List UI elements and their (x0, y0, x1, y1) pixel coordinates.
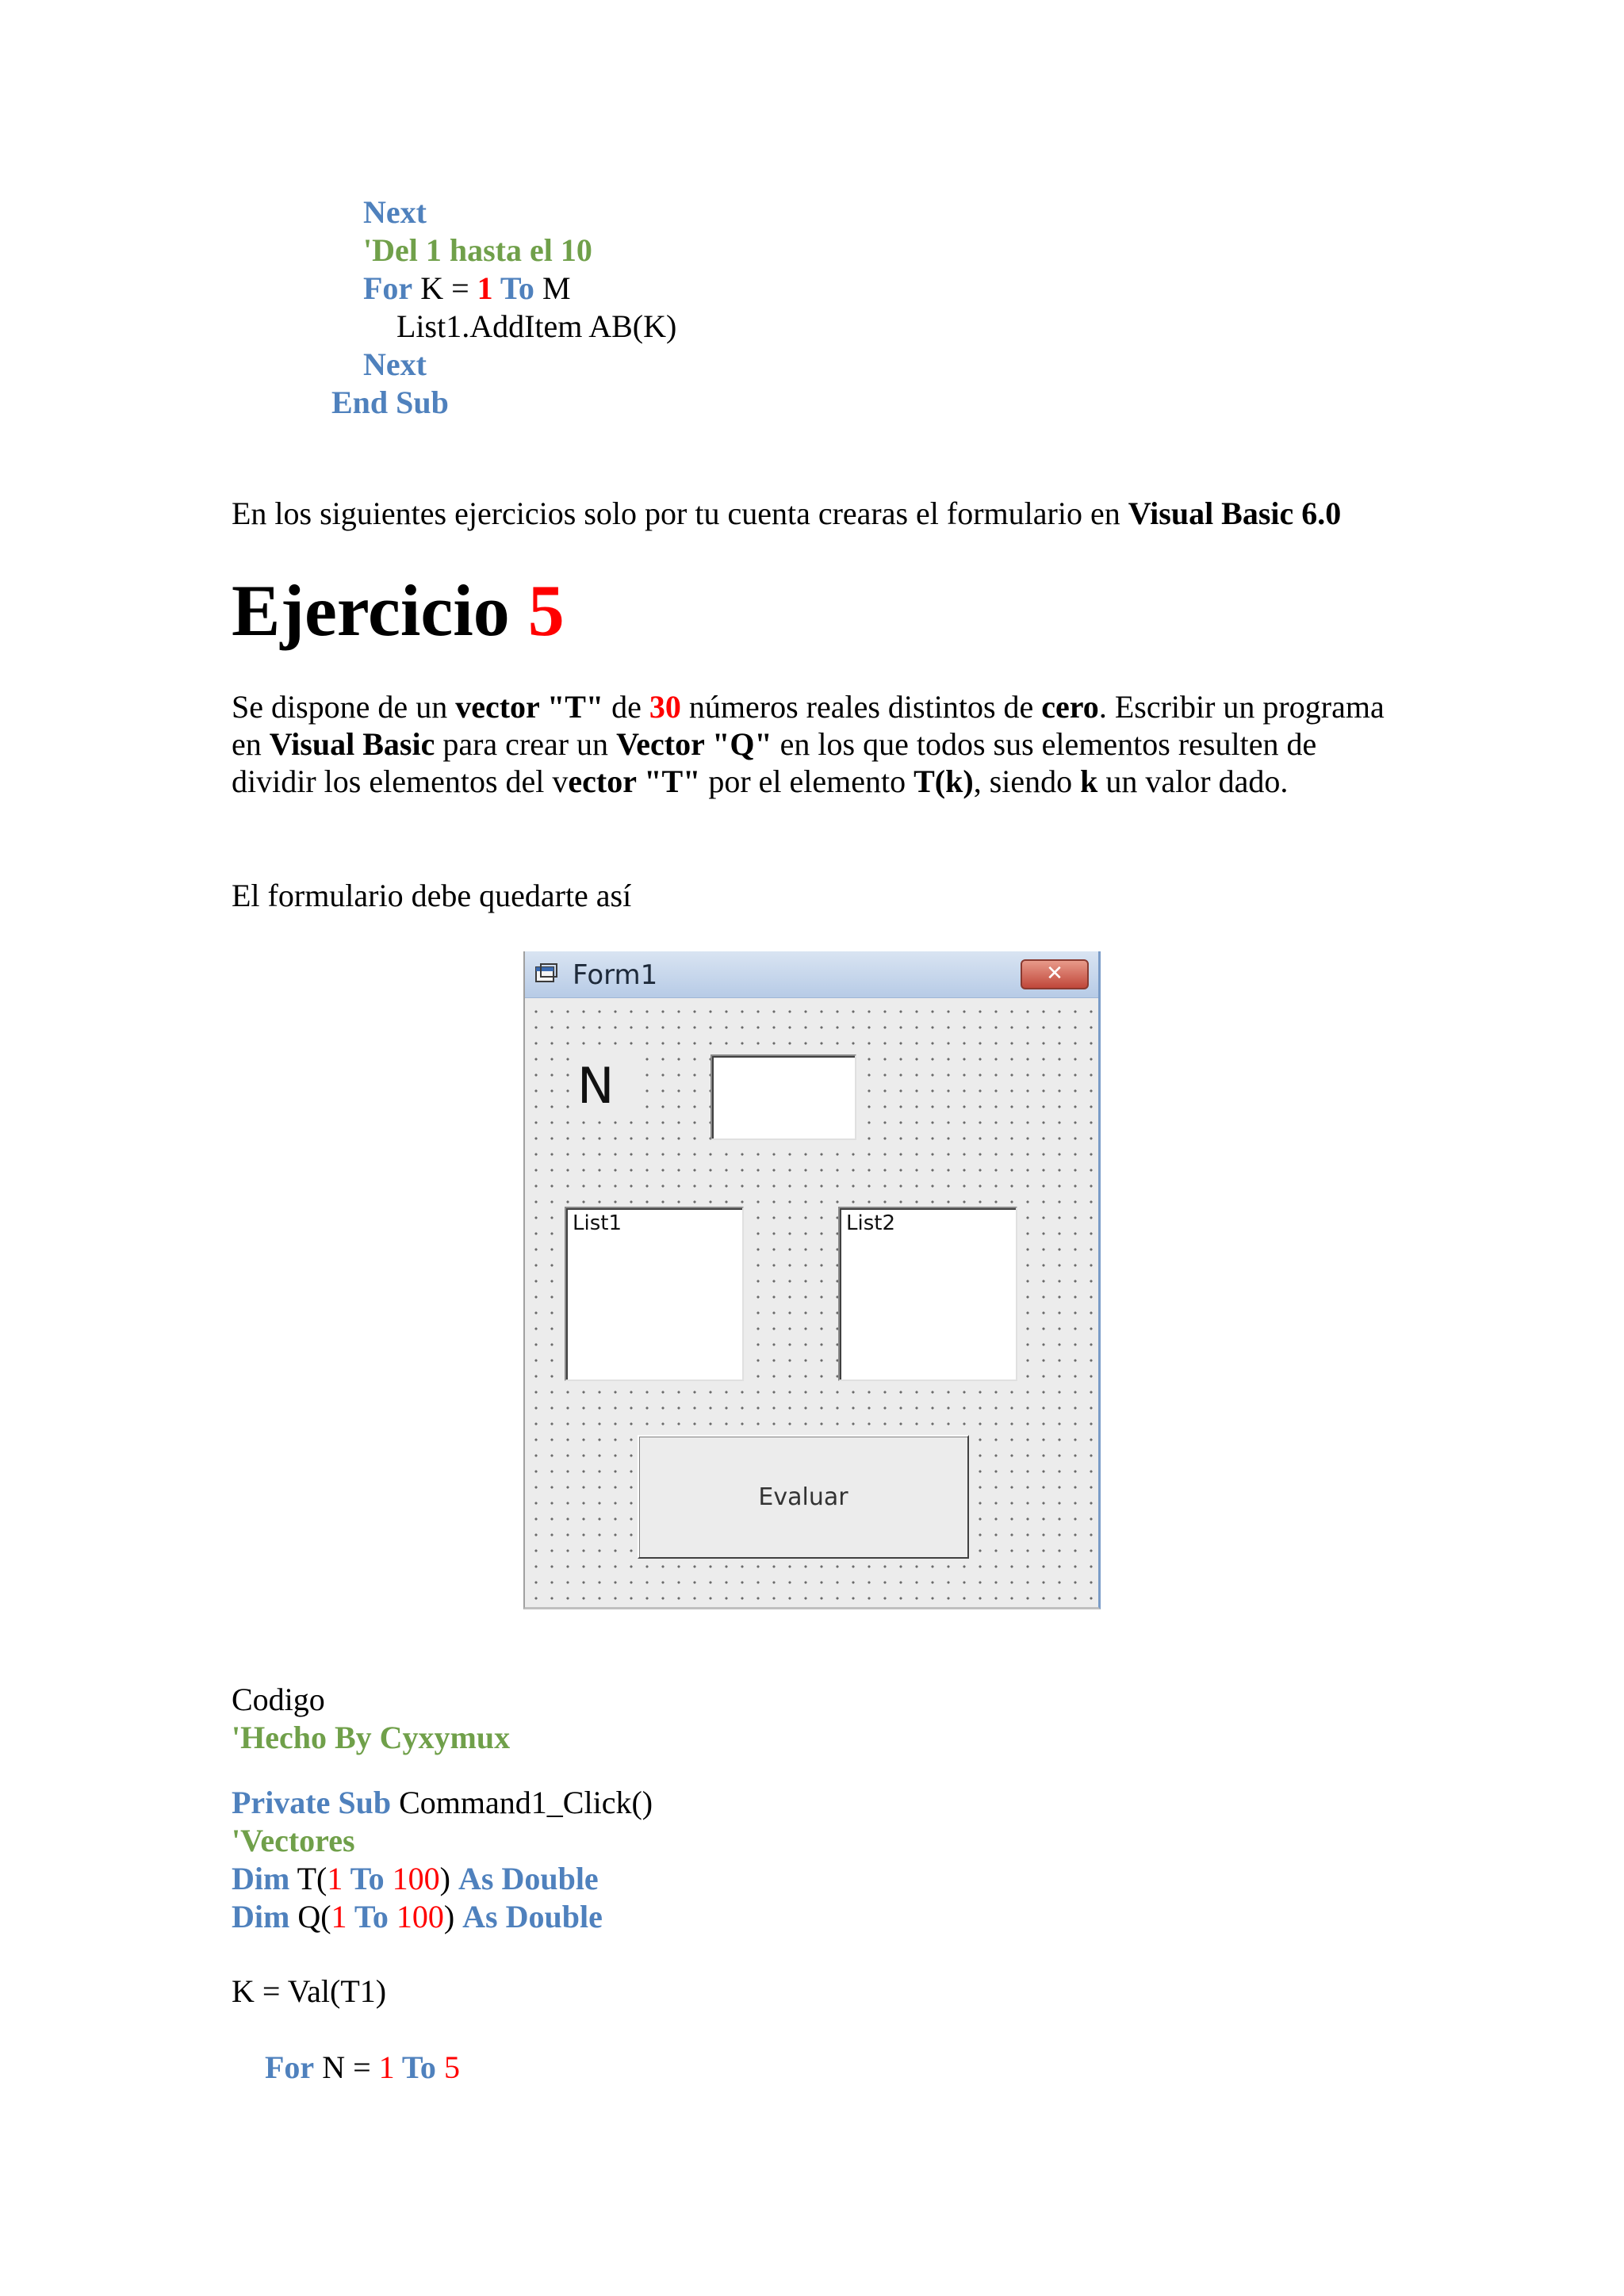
close-icon: ✕ (1046, 962, 1063, 985)
code-comment-del: 'Del 1 hasta el 10 (363, 232, 592, 268)
label-n: N (577, 1054, 641, 1118)
code-for-k: For K = 1 To M (363, 270, 571, 306)
list1-label: List1 (573, 1211, 622, 1235)
code-dim-t: Dim T(1 To 100) As Double (232, 1861, 599, 1896)
list2-label: List2 (846, 1211, 895, 1235)
evaluar-button[interactable]: Evaluar (638, 1435, 969, 1559)
text-input-n[interactable] (710, 1054, 856, 1140)
code-private-sub: Private Sub Command1_Click() (232, 1785, 653, 1820)
form1-window (523, 951, 1101, 1609)
listbox-list1[interactable] (565, 1207, 744, 1381)
codigo-label: Codigo (232, 1682, 325, 1717)
close-button[interactable] (1021, 959, 1089, 989)
code-additem: List1.AddItem AB(K) (396, 308, 677, 344)
exercise-heading: Ejercicio 5 (232, 570, 565, 651)
form-note: El formulario debe quedarte así (232, 878, 632, 913)
form-window-icon (534, 962, 558, 985)
code-k-assign: K = Val(T1) (232, 1973, 387, 2009)
code-dim-q: Dim Q(1 To 100) As Double (232, 1899, 603, 1934)
code-end-sub: End Sub (331, 385, 449, 420)
problem-statement: Se dispone de un vector "T" de 30 números reales distintos de cero. Escribir un programa en Visual Basic para crear un Vector "Q" en los que todos sus elementos resulten de dividir los elementos del vector "T" por el elemento T(k), siendo k un valor dado. (232, 689, 1385, 799)
code-author-comment: 'Hecho By Cyxymux (232, 1720, 511, 1755)
intro-paragraph: En los siguientes ejercicios solo por tu cuenta crearas el formulario en Visual Basic 6.0 (232, 496, 1342, 531)
form-title: Form1 (573, 959, 658, 991)
code-for-n: For N = 1 To 5 (265, 2049, 460, 2085)
code-next-1: Next (363, 194, 427, 230)
form-titlebar (525, 951, 1098, 998)
listbox-list2[interactable] (838, 1207, 1017, 1381)
code-vectores-comment: 'Vectores (232, 1823, 355, 1858)
code-next-2: Next (363, 346, 427, 382)
